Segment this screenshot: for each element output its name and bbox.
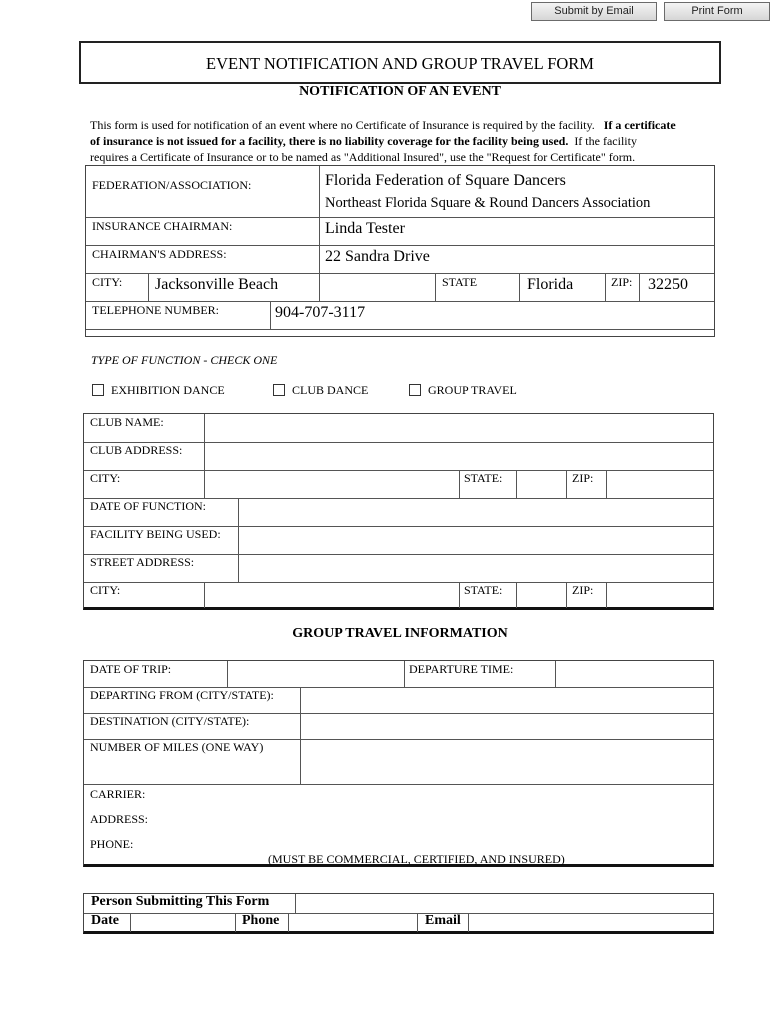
submitter-phone-label: Phone bbox=[242, 913, 280, 928]
section-heading-group-travel: GROUP TRAVEL INFORMATION bbox=[292, 626, 508, 641]
state-value[interactable]: Florida bbox=[527, 276, 574, 293]
carrier-address-label: ADDRESS: bbox=[90, 812, 149, 826]
federation-value-2[interactable]: Northeast Florida Square & Round Dancers Association bbox=[325, 195, 651, 211]
chairman-value[interactable]: Linda Tester bbox=[325, 220, 405, 237]
print-form-button[interactable]: Print Form bbox=[664, 2, 770, 21]
club-dance-checkbox[interactable] bbox=[273, 384, 285, 396]
departure-time-label: DEPARTURE TIME: bbox=[409, 662, 514, 676]
departing-from-label: DEPARTING FROM (CITY/STATE): bbox=[90, 688, 274, 702]
club-dance-label: CLUB DANCE bbox=[292, 383, 369, 397]
trip-date-label: DATE OF TRIP: bbox=[90, 662, 172, 676]
phone-value[interactable]: 904-707-3117 bbox=[275, 304, 366, 321]
chairman-label: INSURANCE CHAIRMAN: bbox=[92, 219, 233, 233]
exhibition-dance-label: EXHIBITION DANCE bbox=[111, 383, 225, 397]
intro-text bbox=[90, 117, 676, 165]
intro-line2-bold: of insurance is not issued for a facility, there is no liability coverage for the facility being used. bbox=[90, 134, 569, 148]
club-state-label: STATE: bbox=[464, 471, 503, 485]
federation-value-1[interactable]: Florida Federation of Square Dancers bbox=[325, 172, 566, 189]
facility-label: FACILITY BEING USED: bbox=[90, 527, 221, 541]
city-label: CITY: bbox=[92, 275, 123, 289]
intro-line2: If the facility bbox=[574, 134, 637, 148]
submitter-date-label: Date bbox=[91, 913, 119, 928]
facility-zip-label: ZIP: bbox=[572, 583, 594, 597]
form-title: EVENT NOTIFICATION AND GROUP TRAVEL FORM bbox=[206, 54, 594, 73]
zip-label: ZIP: bbox=[611, 275, 633, 289]
form-title-box bbox=[79, 41, 721, 84]
group-travel-checkbox[interactable] bbox=[409, 384, 421, 396]
club-zip-label: ZIP: bbox=[572, 471, 594, 485]
submitter-heading: Person Submitting This Form bbox=[91, 894, 270, 909]
facility-state-label: STATE: bbox=[464, 583, 503, 597]
club-city-label: CITY: bbox=[90, 471, 121, 485]
intro-line1-bold: If a certificate bbox=[603, 118, 676, 132]
carrier-phone-label: PHONE: bbox=[90, 837, 134, 851]
street-address-label: STREET ADDRESS: bbox=[90, 555, 195, 569]
submit-by-email-button[interactable]: Submit by Email bbox=[531, 2, 657, 21]
federation-label: FEDERATION/ASSOCIATION: bbox=[92, 178, 252, 192]
carrier-label: CARRIER: bbox=[90, 787, 146, 801]
address-label: CHAIRMAN'S ADDRESS: bbox=[92, 247, 227, 261]
miles-label: NUMBER OF MILES (ONE WAY) bbox=[90, 740, 264, 754]
phone-label: TELEPHONE NUMBER: bbox=[92, 303, 219, 317]
date-of-function-label: DATE OF FUNCTION: bbox=[90, 499, 207, 513]
group-travel-label: GROUP TRAVEL bbox=[428, 383, 517, 397]
zip-value[interactable]: 32250 bbox=[648, 276, 688, 293]
club-name-label: CLUB NAME: bbox=[90, 415, 164, 429]
destination-label: DESTINATION (CITY/STATE): bbox=[90, 714, 250, 728]
facility-city-label: CITY: bbox=[90, 583, 121, 597]
exhibition-dance-checkbox[interactable] bbox=[92, 384, 104, 396]
submitter-email-label: Email bbox=[425, 913, 461, 928]
club-address-label: CLUB ADDRESS: bbox=[90, 443, 183, 457]
city-value[interactable]: Jacksonville Beach bbox=[155, 276, 279, 293]
intro-line1: This form is used for notification of an event where no Certificate of Insurance is required by the facility. bbox=[90, 118, 595, 132]
carrier-note: (MUST BE COMMERCIAL, CERTIFIED, AND INSURED) bbox=[268, 852, 565, 866]
address-value[interactable]: 22 Sandra Drive bbox=[325, 248, 430, 265]
function-type-heading: TYPE OF FUNCTION - CHECK ONE bbox=[91, 353, 278, 367]
section-heading-notification: NOTIFICATION OF AN EVENT bbox=[299, 84, 501, 99]
state-label: STATE bbox=[442, 275, 478, 289]
intro-line3: requires a Certificate of Insurance or to be named as "Additional Insured", use the "Request for Certificate" form. bbox=[90, 150, 636, 164]
